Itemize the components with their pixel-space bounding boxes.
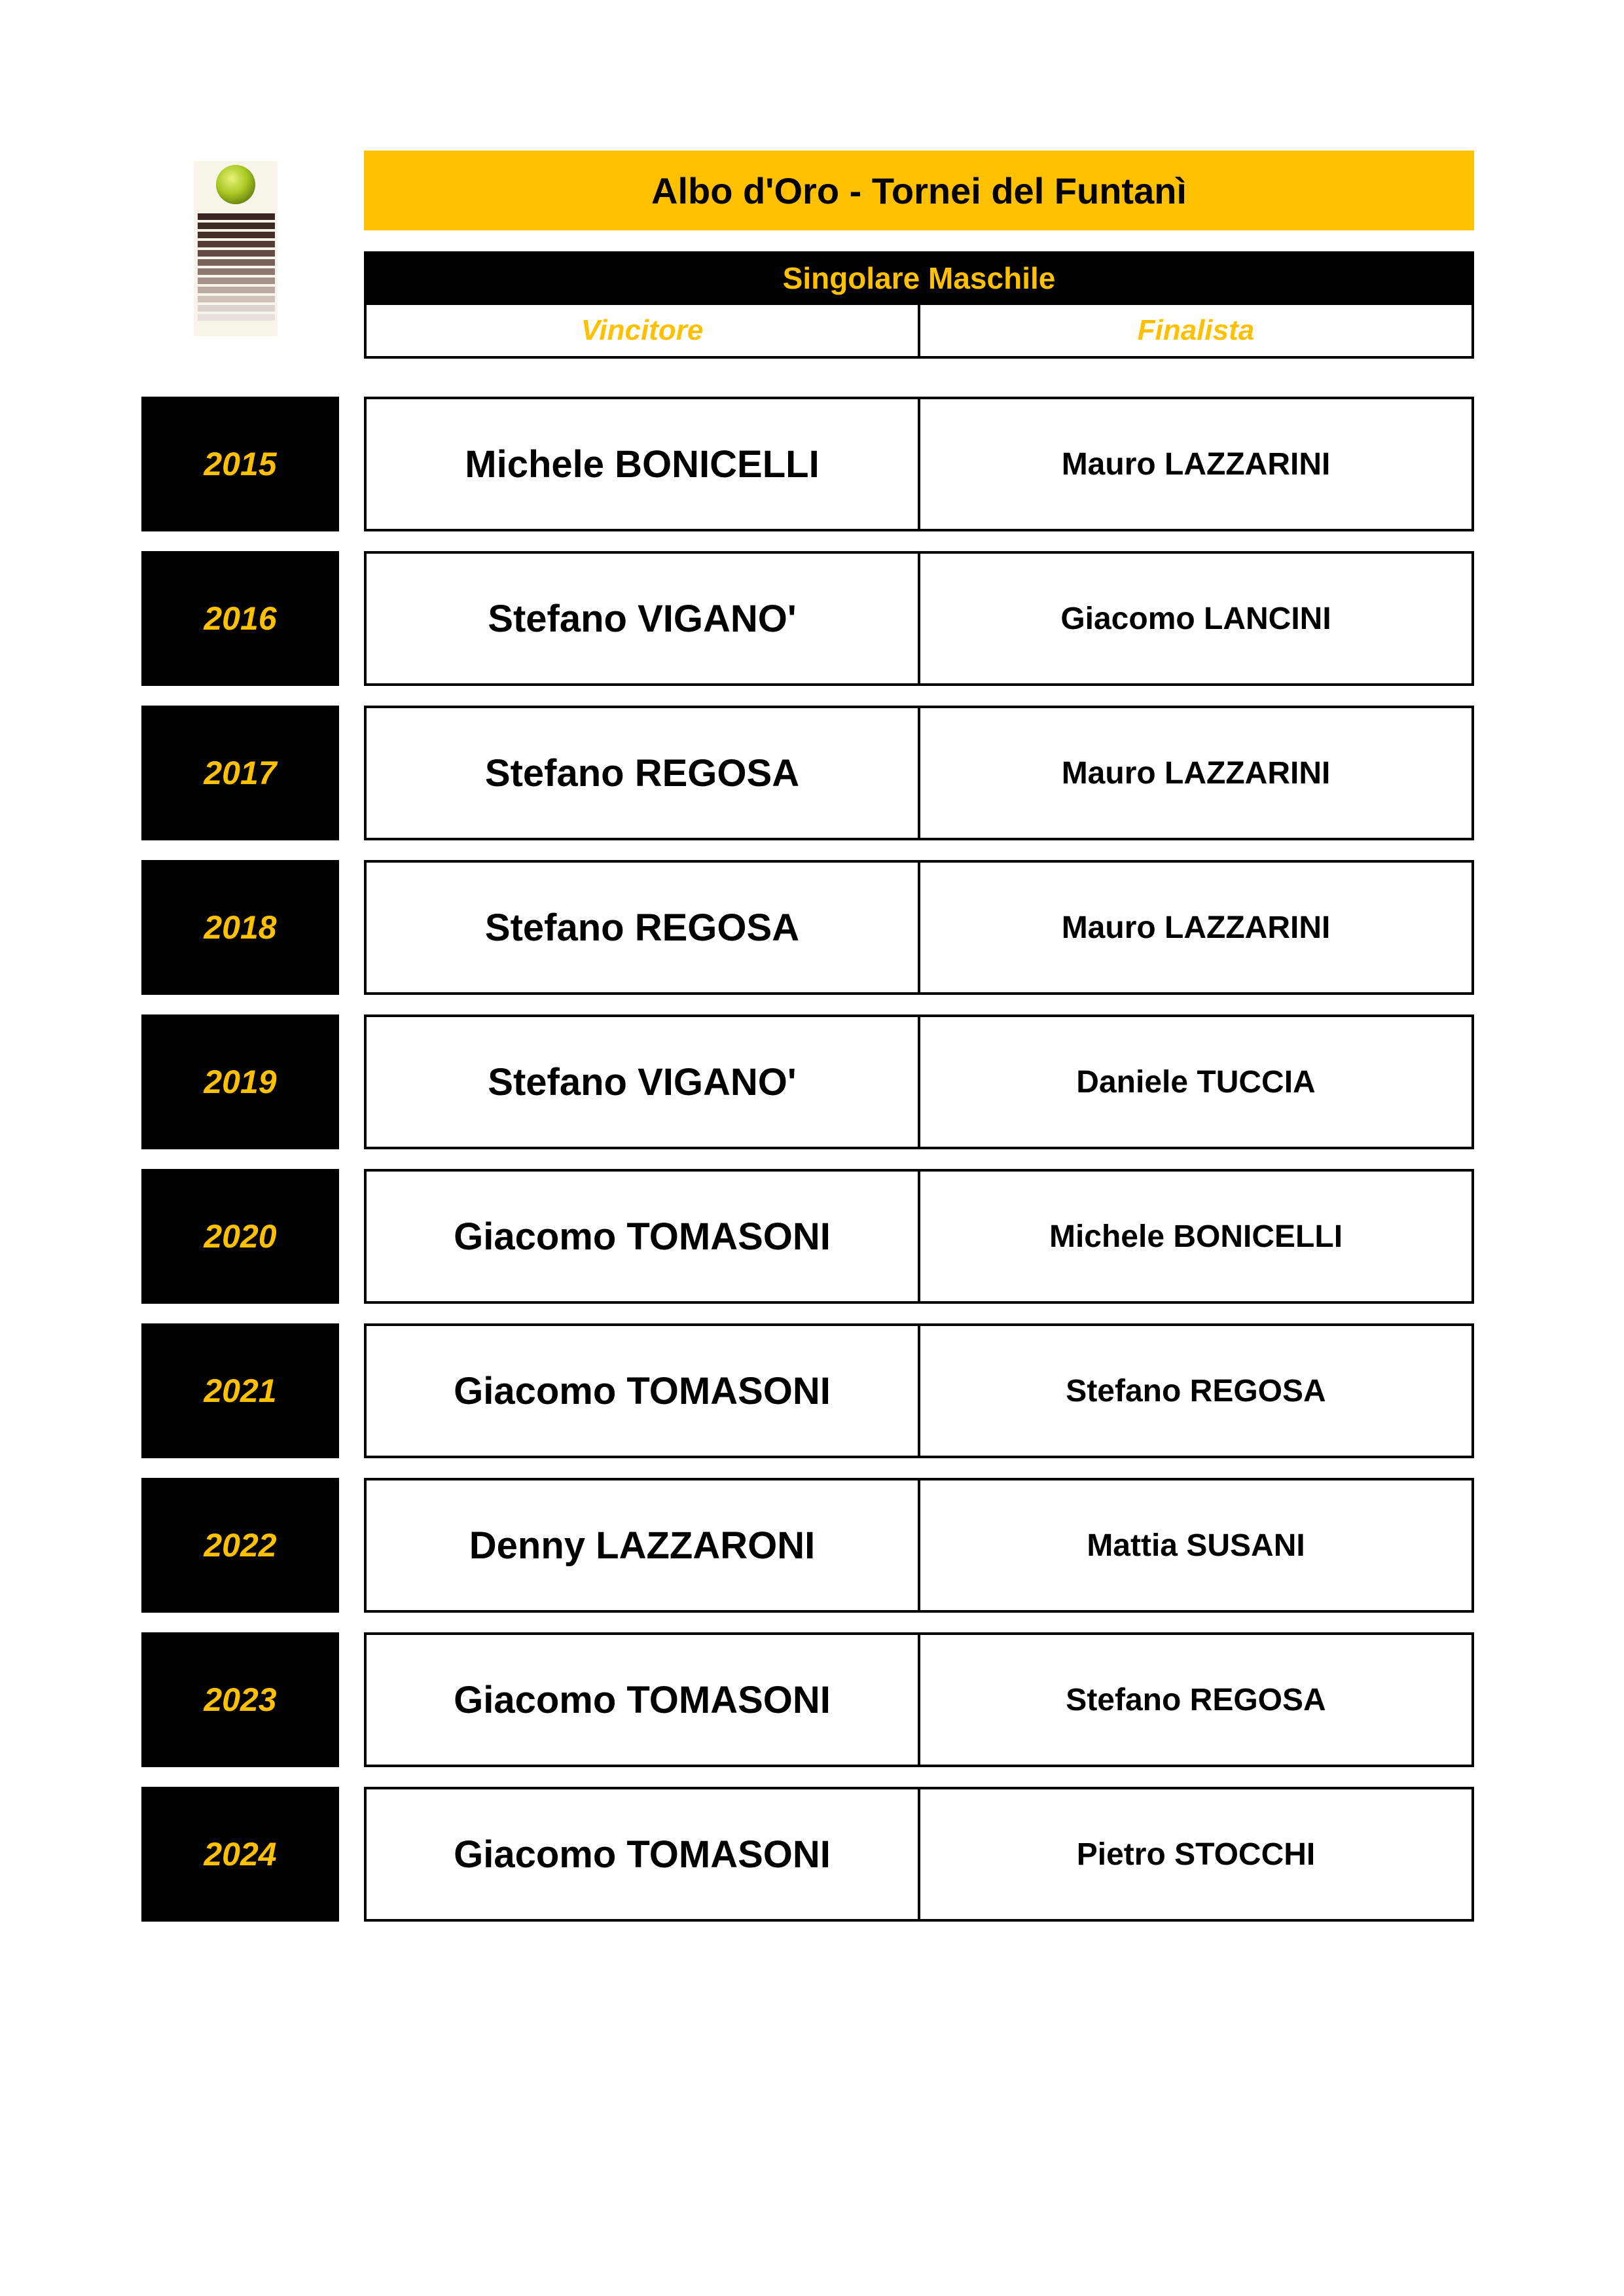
page-title: Albo d'Oro - Tornei del Funtanì xyxy=(364,151,1474,230)
finalist-cell: Stefano REGOSA xyxy=(918,1326,1471,1456)
year-cell: 2019 xyxy=(141,1014,339,1149)
finalist-cell: Giacomo LANCINI xyxy=(918,554,1471,683)
table-row xyxy=(0,1323,1624,1458)
finalist-cell: Mauro LAZZARINI xyxy=(918,863,1471,992)
result-pair xyxy=(364,1787,1474,1922)
year-cell: 2017 xyxy=(141,706,339,840)
finalist-cell: Mauro LAZZARINI xyxy=(918,399,1471,529)
result-pair xyxy=(364,860,1474,995)
table-row xyxy=(0,1169,1624,1304)
column-header-finalist: Finalista xyxy=(918,305,1471,356)
year-cell: 2018 xyxy=(141,860,339,995)
year-cell: 2023 xyxy=(141,1632,339,1767)
winner-cell: Stefano VIGANO' xyxy=(488,1060,797,1103)
result-pair xyxy=(364,1014,1474,1149)
result-pair xyxy=(364,1632,1474,1767)
table-row xyxy=(0,1478,1624,1613)
result-pair xyxy=(364,706,1474,840)
year-cell: 2021 xyxy=(141,1323,339,1458)
winner-cell: Stefano VIGANO' xyxy=(488,597,797,640)
table-row xyxy=(0,397,1624,531)
winner-cell: Stefano REGOSA xyxy=(484,751,800,795)
table-row xyxy=(0,706,1624,840)
finalist-cell: Daniele TUCCIA xyxy=(918,1017,1471,1147)
year-cell: 2020 xyxy=(141,1169,339,1304)
table-row xyxy=(0,1632,1624,1767)
column-header-winner: Vincitore xyxy=(581,314,704,346)
finalist-cell: Pietro STOCCHI xyxy=(918,1789,1471,1919)
result-pair xyxy=(364,551,1474,686)
year-cell: 2024 xyxy=(141,1787,339,1922)
year-cell: 2015 xyxy=(141,397,339,531)
table-row xyxy=(0,860,1624,995)
year-cell: 2022 xyxy=(141,1478,339,1613)
winner-cell: Giacomo TOMASONI xyxy=(454,1215,831,1258)
finalist-cell: Mattia SUSANI xyxy=(918,1480,1471,1610)
table-row xyxy=(0,551,1624,686)
winner-cell: Stefano REGOSA xyxy=(484,906,800,949)
result-pair xyxy=(364,1169,1474,1304)
finalist-cell: Michele BONICELLI xyxy=(918,1172,1471,1301)
section-title: Singolare Maschile xyxy=(364,251,1474,305)
winner-cell: Michele BONICELLI xyxy=(465,442,820,486)
finalist-cell: Stefano REGOSA xyxy=(918,1635,1471,1765)
year-cell: 2016 xyxy=(141,551,339,686)
winner-cell: Giacomo TOMASONI xyxy=(454,1833,831,1876)
winner-cell: Denny LAZZARONI xyxy=(469,1524,816,1567)
winner-cell: Giacomo TOMASONI xyxy=(454,1678,831,1721)
result-pair xyxy=(364,1323,1474,1458)
table-row xyxy=(0,1787,1624,1922)
result-pair xyxy=(364,1478,1474,1613)
table-row xyxy=(0,1014,1624,1149)
winner-cell: Giacomo TOMASONI xyxy=(454,1369,831,1412)
finalist-cell: Mauro LAZZARINI xyxy=(918,708,1471,838)
result-pair xyxy=(364,397,1474,531)
